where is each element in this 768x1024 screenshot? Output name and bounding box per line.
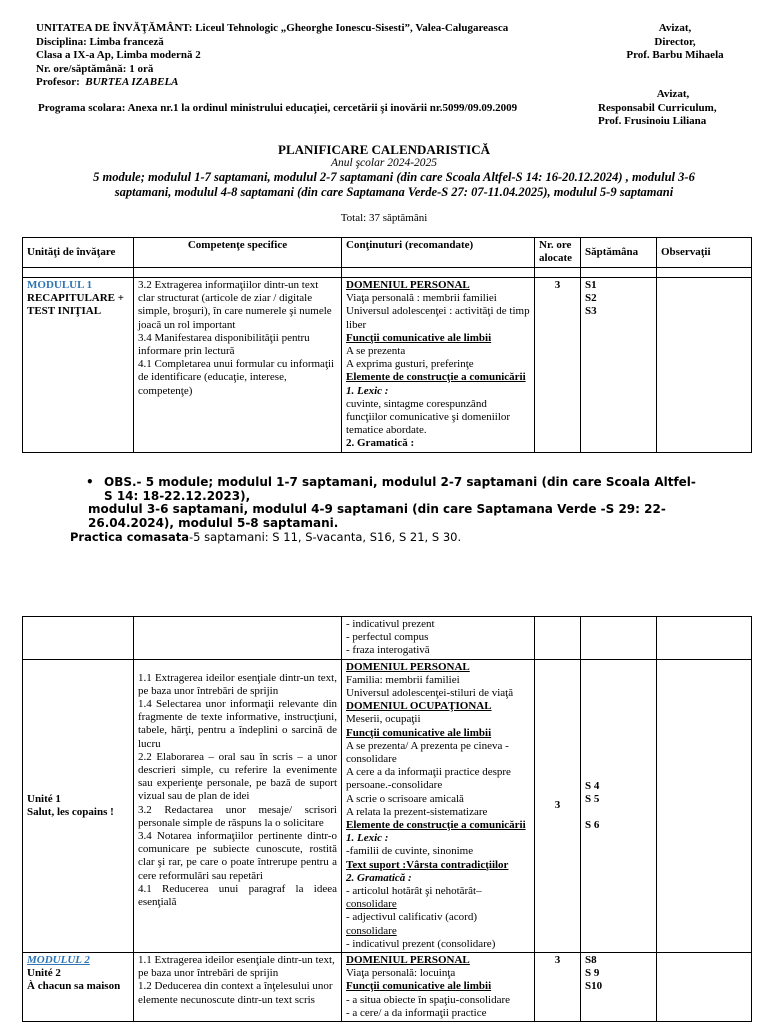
total-weeks: Total: 37 săptămâni <box>340 212 428 224</box>
table-row <box>23 953 752 1022</box>
contents-cell: - indicativul prezent - perfectul compus - fraza interogativă <box>342 617 535 660</box>
table-row <box>23 659 752 952</box>
col-header-notes: Observaţii <box>657 238 752 268</box>
page-title: PLANIFICARE CALENDARISTICĂ <box>278 142 490 157</box>
teacher: Profesor: BURTEA IZABELA <box>36 76 179 88</box>
col-header-hours: Nr. ore alocate <box>535 238 581 268</box>
unit-cell <box>23 953 134 1022</box>
contents-cell: DOMENIUL PERSONAL Viaţa personală: locuinţa Funcţii comunicative ale limbii - a situa obiecte în spaţiu-consolidare - a cere/ a da informaţii practice <box>342 953 535 1022</box>
competences-cell: 1.1 Extragerea ideilor esenţiale dintr-un text, pe baza unor întrebări de sprijin 1.4 Selectarea unor informaţii relevante din fragmente de texte informative, instrucţiuni, tabele, hărţi, pentru a îndeplini o sarcină de lucru 2.2 Elaborarea – oral sau în scris – a unor descrieri simple, cu referire la evenimente sau experienţe personale, pe bază de suport vizual sau de plan de idei 3.2 Redactarea unor mesaje/ scrisori personale simple de răspuns la o solicitare 3.4 Notarea informaţiilor pertinente dintr-o comunicare pe subiecte cunoscute, rostită clar şi rar, pe care o poate întrerupe pentru a cere reformulări sau repetări 4.1 Reducerea unui paragraf la ideea esenţială <box>134 659 342 952</box>
unit-title: Salut, les copains ! <box>27 805 114 818</box>
notes-cell <box>657 659 752 952</box>
table-row <box>23 617 752 660</box>
unit-cell <box>23 659 134 952</box>
observations-note: • OBS.- 5 module; modulul 1-7 saptamani, modulul 2-7 saptamani (din care Scoala Altfel- S 14: 18-22.12.2023), modulul 3-6 saptamani, modulul 4-9 saptamani (din care Saptamana Verde -S 29: 22-26.04.2024), modulul 5-8 saptamani. <box>86 475 696 530</box>
practice-note: Practica comasata-5 saptamani: S 11, S-vacanta, S16, S 21, S 30. <box>70 530 462 544</box>
module-name: MODULUL 1 <box>27 279 93 291</box>
hours-per-week: Nr. ore/săptămână: 1 oră <box>36 62 154 75</box>
col-header-week: Săptămâna <box>581 238 657 268</box>
table-header-row <box>23 238 752 268</box>
approval-director: Avizat, Director, Prof. Barbu Mihaela <box>626 22 724 61</box>
competences-cell: 3.2 Extragerea informaţiilor dintr-un text clar structurat (articole de ziar / digitale simple, broşuri), în care numerele şi numele joacă un rol important 3.4 Manifestarea disponibilităţii pentru informare prin lectură 4.1 Completarea unui formular cu informaţii de identificare (educaţie, interese, competenţe) <box>134 278 342 453</box>
modules-summary: 5 module; modulul 1-7 saptamani, modulul 2-7 saptamani (din care Scoala Altfel-S 14: 16-20.12.2024) , modulul 3-6 saptamani, modulul 4-8 saptamani (din care Saptamana Verde-S 27: 07-11.04.2025), modulul 5-9 saptamani <box>93 170 695 199</box>
class-info: Clasa a IX-a Ap, Limba modernă 2 <box>36 49 201 61</box>
weeks-cell: S1 S2 S3 <box>581 278 657 453</box>
unit-title: RECAPITULARE + TEST INIŢIAL <box>27 292 125 318</box>
school-name: UNITATEA DE ÎNVĂŢĂMÂNT: Liceul Tehnologic „Gheorghe Ionescu-Sisesti”, Valea-Calugareasca <box>36 22 509 34</box>
school-year: Anul şcolar 2024-2025 <box>330 157 438 169</box>
notes-cell <box>657 278 752 453</box>
weeks-cell: S 4 S 5 S 6 <box>581 659 657 952</box>
competences-cell: 1.1 Extragerea ideilor esenţiale dintr-un text, pe baza unor întrebări de sprijin 1.2 Deducerea din context a înţelesului unor elemente necunoscute dintr-un text scris <box>134 953 342 1022</box>
planning-table-2 <box>22 616 752 1022</box>
notes-cell <box>657 953 752 1022</box>
discipline: Disciplina: Limba franceză <box>36 35 164 48</box>
curriculum-reference: Programa scolara: Anexa nr.1 la ordinul ministrului educaţiei, cercetării şi inovării nr.5099/09.09.2009 <box>38 102 518 114</box>
table-row <box>23 278 752 453</box>
school-header <box>36 22 596 90</box>
table-spacer-row <box>23 268 752 278</box>
weeks-cell: S8 S 9 S10 <box>581 953 657 1022</box>
contents-cell: DOMENIUL PERSONAL Viaţa personală : membrii familiei Universul adolescenţei : activităţi de timp liber Funcţii comunicative ale limbii A se prezenta A exprima gusturi, preferinţe Elemente de construcţie a comunicării 1. Lexic : cuvinte, sintagme corespunzând funcţiilor comunicative şi domeniilor tematice abordate. 2. Gramatică : <box>342 278 535 453</box>
unit-title: À chacun sa maison <box>27 980 121 993</box>
hours-cell: 3 <box>535 278 581 453</box>
unit-cell <box>23 278 134 453</box>
hours-cell: 3 <box>535 953 581 1022</box>
contents-cell: DOMENIUL PERSONAL Familia: membrii familiei Universul adolescenţei-stiluri de viaţă DOMENIUL OCUPAŢIONAL Meserii, ocupaţii Funcţii comunicative ale limbii A se prezenta/ A prezenta pe cineva - consolidare A cere a da informaţii practice despre persoane.-consolidare A scrie o scrisoare amicală A relata la prezent-sistematizare Elemente de construcţie a comunicării 1. Lexic : -familii de cuvinte, sinonime Text suport :Vârsta contradicţiilor 2. Gramatică : - articolul hotărât şi nehotărât– consolidare - adjectivul calificativ (acord) consolidare - indicativul prezent (consolidare) <box>342 659 535 952</box>
hours-cell: 3 <box>535 659 581 952</box>
approval-curriculum: Avizat, Responsabil Curriculum, Prof. Frusinoiu Liliana <box>598 88 717 127</box>
planning-table-1 <box>22 237 752 453</box>
unit-name: Unité 1 <box>27 792 61 805</box>
col-header-competences: Competenţe specifice <box>134 238 342 268</box>
unit-name: Unité 2 <box>27 967 61 980</box>
module-link[interactable]: MODULUL 2 <box>27 954 90 967</box>
bullet-icon: • <box>86 475 94 489</box>
col-header-units: Unităţi de învăţare <box>23 238 134 268</box>
col-header-contents: Conţinuturi (recomandate) <box>342 238 535 268</box>
